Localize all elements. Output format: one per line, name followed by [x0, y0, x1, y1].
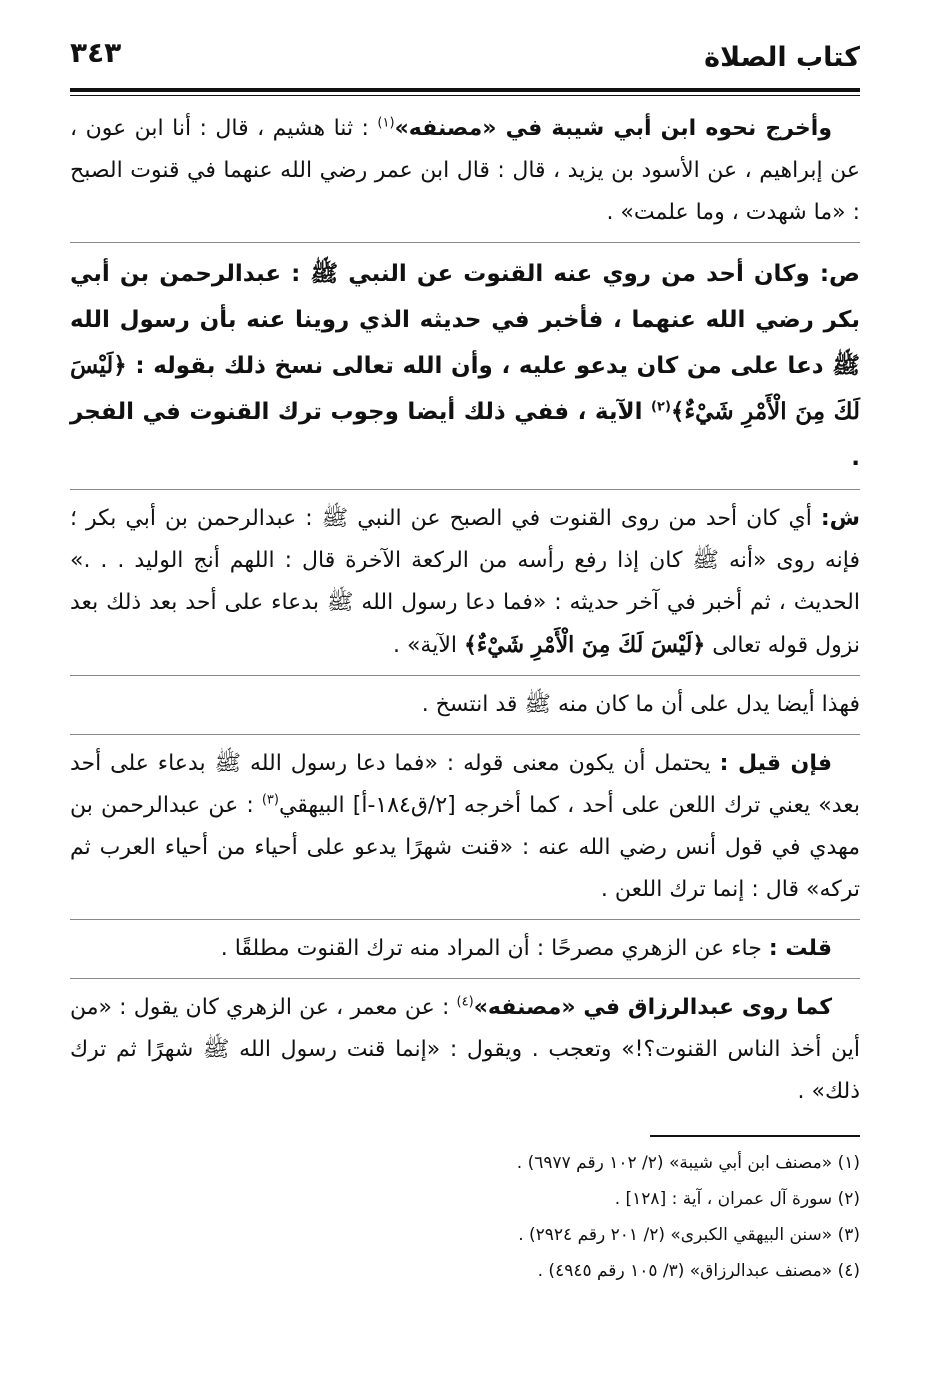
- paragraph-7: [70, 987, 860, 1113]
- book-page: [70, 30, 860, 1382]
- divider-5: [70, 919, 860, 920]
- divider-3: [70, 675, 860, 676]
- divider-1: [70, 242, 860, 243]
- paragraph-5-text: يحتمل أن يكون معنى قوله : «فما دعا رسول الله ﷺ بدعاء على أحد بعد» يعني ترك اللعن على أحد ، كما أخرجه [٢/ق١٨٤-أ] البيهقي: [70, 751, 861, 818]
- quran-verse-1: ﴿لَيْسَ لَكَ مِنَ الْأَمْرِ شَيْءٌ﴾: [70, 352, 860, 425]
- paragraph-2: [70, 251, 860, 481]
- paragraph-6-text: جاء عن الزهري مصرحًا : أن المراد منه ترك القنوت مطلقًا .: [220, 936, 762, 961]
- footnote-rule: [650, 1135, 860, 1137]
- page-body: [70, 108, 860, 1113]
- paragraph-7-label: كما روى عبدالرزاق في «مصنفه»: [473, 995, 832, 1020]
- paragraph-2-text: وكان أحد من روي عنه القنوت عن النبي ﷺ : عبدالرحمن بن أبي بكر رضي الله عنهما ، فأخبر في حديثه الذي روينا عنه بأن رسول الله ﷺ دعا على من كان يدعو عليه ، وأن الله تعالى نسخ ذلك بقوله :: [70, 261, 860, 379]
- divider-4: [70, 734, 860, 735]
- paragraph-7-text: : عن معمر ، عن الزهري كان يقول : «من أين أخذ الناس القنوت؟!» وتعجب . ويقول : «إنما قنت رسول الله ﷺ شهرًا ثم ترك ذلك» .: [70, 995, 860, 1104]
- page-header: [70, 30, 860, 90]
- paragraph-2-label: ص:: [819, 261, 860, 287]
- divider-2: [70, 489, 860, 490]
- paragraph-6-label: قلت :: [768, 936, 832, 961]
- footnote-2: (٢) سورة آل عمران ، آية : [١٢٨] .: [614, 1189, 860, 1209]
- running-title: كتاب الصلاة: [704, 42, 860, 73]
- paragraph-3-rest: الآية» .: [392, 633, 457, 658]
- footnote-3: (٣) «سنن البيهقي الكبرى» (٢/ ٢٠١ رقم ٢٩٢٤) .: [518, 1225, 860, 1245]
- paragraph-5-rest: : عن عبدالرحمن بن مهدي في قول أنس رضي الله عنه : «قنت شهرًا يدعو على أحياء من أحياء العرب ثم تركه» قال : إنما ترك اللعن .: [70, 793, 860, 902]
- page-number: ٣٤٣: [70, 36, 122, 69]
- header-rule-thin: [70, 95, 860, 96]
- footnote-ref-2[interactable]: (٢): [651, 399, 671, 415]
- quran-verse-2: ﴿لَيْسَ لَكَ مِنَ الْأَمْرِ شَيْءٌ﴾: [464, 632, 706, 658]
- paragraph-5: [70, 743, 860, 911]
- footnotes: [70, 1145, 860, 1289]
- footnote-ref-3[interactable]: (٣): [261, 792, 279, 808]
- footnote-ref-1[interactable]: (١): [377, 115, 395, 131]
- paragraph-4: فهذا أيضا يدل على أن ما كان منه ﷺ قد انتسخ .: [421, 692, 860, 717]
- footnote-4: (٤) «مصنف عبدالرزاق» (٣/ ١٠٥ رقم ٤٩٤٥) .: [537, 1261, 860, 1281]
- paragraph-1: [70, 108, 860, 234]
- paragraph-3-label: ش:: [820, 506, 860, 531]
- paragraph-3: [70, 498, 860, 667]
- footnote-1: (١) «مصنف ابن أبي شيبة» (٢/ ١٠٢ رقم ٦٩٧٧) .: [516, 1153, 860, 1173]
- paragraph-5-label: فإن قيل :: [719, 751, 832, 776]
- paragraph-1-text: : ثنا هشيم ، قال : أنا ابن عون ، عن إبراهيم ، عن الأسود بن يزيد ، قال : قال ابن عمر رضي الله عنهما في قنوت الصبح : «ما شهدت ، وما علمت» .: [70, 116, 860, 225]
- paragraph-6: [70, 928, 860, 970]
- paragraph-3-text: أي كان أحد من روى القنوت في الصبح عن النبي ﷺ : عبدالرحمن بن أبي بكر ؛ فإنه روى «أنه ﷺ كان إذا رفع رأسه من الركعة الآخرة قال : اللهم أنج الوليد . . .» الحديث ، ثم أخبر في آخر حديثه : «فما دعا رسول الله ﷺ بدعاء على أحد بعد ذلك بعد نزول قوله تعالى: [70, 506, 860, 658]
- paragraph-2-rest: الآية ، ففي ذلك أيضا وجوب ترك القنوت في الفجر .: [70, 399, 860, 471]
- divider-6: [70, 978, 860, 979]
- paragraph-1-lead: وأخرج نحوه ابن أبي شيبة في «مصنفه»: [394, 116, 832, 141]
- header-rule-thick: [70, 88, 860, 92]
- footnote-ref-4[interactable]: (٤): [456, 994, 474, 1010]
